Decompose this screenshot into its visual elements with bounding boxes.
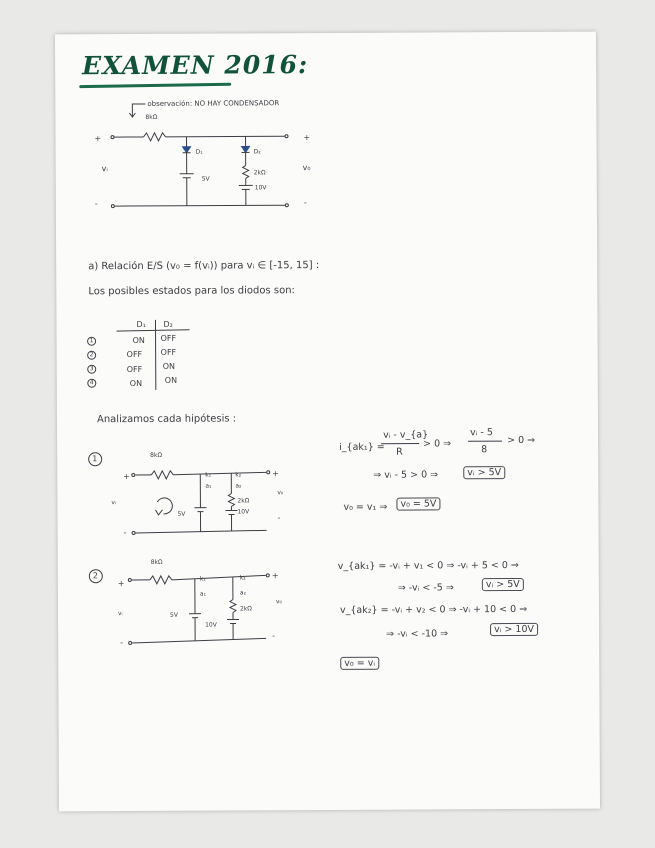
case2-vi-label: vᵢ (117, 610, 123, 618)
circuit-output-label: v₀ (302, 163, 311, 173)
case2-r2-label: 2kΩ (239, 605, 252, 613)
case1-a1-label: a₁ (205, 482, 212, 490)
case1-eq1-num2: vᵢ - 5 (470, 427, 493, 439)
circuit-plus-right: + (303, 133, 311, 143)
case2-a2-label: a₂ (239, 589, 247, 597)
row-number: 4 (89, 379, 94, 387)
circuit-d2-label: D₂ (253, 148, 261, 156)
case2-plus-left: + (117, 579, 125, 589)
circuit-input-label: vᵢ (101, 164, 108, 174)
case2-minus-right: - (272, 631, 276, 641)
case1-minus-right: - (277, 513, 281, 523)
case1-eq1-end: > 0 ⇒ (507, 434, 536, 447)
table-header-d2: D₂ (163, 319, 173, 329)
case1-eq1-den2: 8 (481, 444, 488, 456)
case2-src2-label: 10V (205, 621, 217, 629)
case1-minus-left: - (123, 528, 127, 538)
case1-r2-label: 2kΩ (237, 497, 250, 505)
circuit-minus-left: - (94, 199, 98, 209)
table-header-d1: D₁ (136, 319, 146, 329)
case2-k2-label: k₂ (239, 574, 246, 582)
circuit-note: observación: NO HAY CONDENSADOR (147, 99, 280, 108)
case2-eq2: ⇒ -vᵢ < -5 ⇒ (397, 582, 454, 594)
row-d1-state: OFF (126, 349, 143, 360)
case2-eq4: ⇒ -vᵢ < -10 ⇒ (386, 628, 449, 640)
case1-eq1-den1: R (396, 446, 403, 458)
case1-src2-label: 10V (237, 508, 250, 516)
row-d2-state: ON (162, 361, 176, 371)
row-number: 2 (89, 351, 94, 359)
case1-vo-label: v₀ (277, 489, 284, 497)
case1-eq3-result: v₀ = 5V (396, 497, 440, 510)
analysis-intro-text: Analizamos cada hipótesis : (96, 413, 237, 426)
case2-eq2-result: vᵢ > 5V (482, 578, 524, 591)
row-d2-state: ON (164, 375, 178, 385)
case1-eq1-num1: vᵢ - v_{a} (383, 429, 429, 441)
case1-eq2-result: vᵢ > 5V (463, 466, 505, 479)
case2-eq4-result: vᵢ > 10V (490, 623, 538, 636)
case1-resistor-label: 8kΩ (150, 451, 163, 459)
row-number: 1 (89, 337, 94, 345)
circuit-resistor-label: 8kΩ (145, 113, 158, 121)
case1-plus-left: + (123, 472, 131, 482)
case1-plus-right: + (272, 469, 279, 479)
case1-src1-label: 5V (177, 510, 186, 518)
case2-resistor-label: 8kΩ (150, 558, 163, 566)
states-intro-text: Los posibles estados para los diodos son: (88, 285, 295, 298)
case2-src1-label: 5V (169, 611, 178, 619)
case1-a2-label: a₂ (235, 482, 242, 490)
row-d2-state: OFF (160, 347, 177, 357)
circuit-d1-label: D₁ (195, 148, 203, 156)
case2-plus-right: + (271, 571, 279, 581)
circuit-resistor2-label: 2kΩ (253, 169, 266, 177)
exam-sheet (55, 32, 600, 812)
row-d1-state: ON (132, 335, 145, 346)
case1-eq3: v₀ = v₁ ⇒ (343, 501, 388, 513)
case2-minus-left: - (120, 638, 124, 648)
circuit-minus-right: - (303, 198, 307, 208)
case1-eq2: ⇒ vᵢ - 5 > 0 ⇒ (373, 469, 439, 481)
case2-number: 2 (92, 571, 98, 581)
circuit-source1-label: 5V (201, 175, 210, 183)
row-number: 3 (89, 365, 94, 373)
case1-eq1-lhs: i_{ak₁} = (339, 441, 385, 453)
case2-k1-label: k₁ (199, 575, 206, 583)
row-d1-state: ON (129, 378, 143, 389)
case2-final-result: v₀ = vᵢ (340, 657, 379, 670)
case1-eq1-mid: > 0 ⇒ (423, 438, 452, 450)
circuit-source2-label: 10V (254, 184, 267, 192)
case1-vi-label: vᵢ (111, 499, 117, 507)
page-title: EXAMEN 2016: (82, 50, 309, 81)
row-d2-state: OFF (160, 333, 177, 343)
case1-number: 1 (92, 454, 98, 464)
row-d1-state: OFF (126, 364, 143, 375)
case2-eq1: v_{ak₁} = -vᵢ + v₁ < 0 ⇒ -vᵢ + 5 < 0 ⇒ (337, 560, 519, 572)
case1-k1-label: k₁ (205, 471, 212, 479)
case2-a1-label: a₁ (199, 590, 207, 598)
circuit-plus-left: + (94, 134, 102, 144)
case1-k2-label: k₂ (235, 471, 242, 479)
case2-eq3: v_{ak₂} = -vᵢ + v₂ < 0 ⇒ -vᵢ + 10 < 0 ⇒ (339, 603, 528, 616)
section-a-heading: a) Relación E/S (v₀ = f(vᵢ)) para vᵢ ∈ [-15, 15] : (88, 260, 320, 273)
case2-vo-label: v₀ (275, 598, 282, 606)
